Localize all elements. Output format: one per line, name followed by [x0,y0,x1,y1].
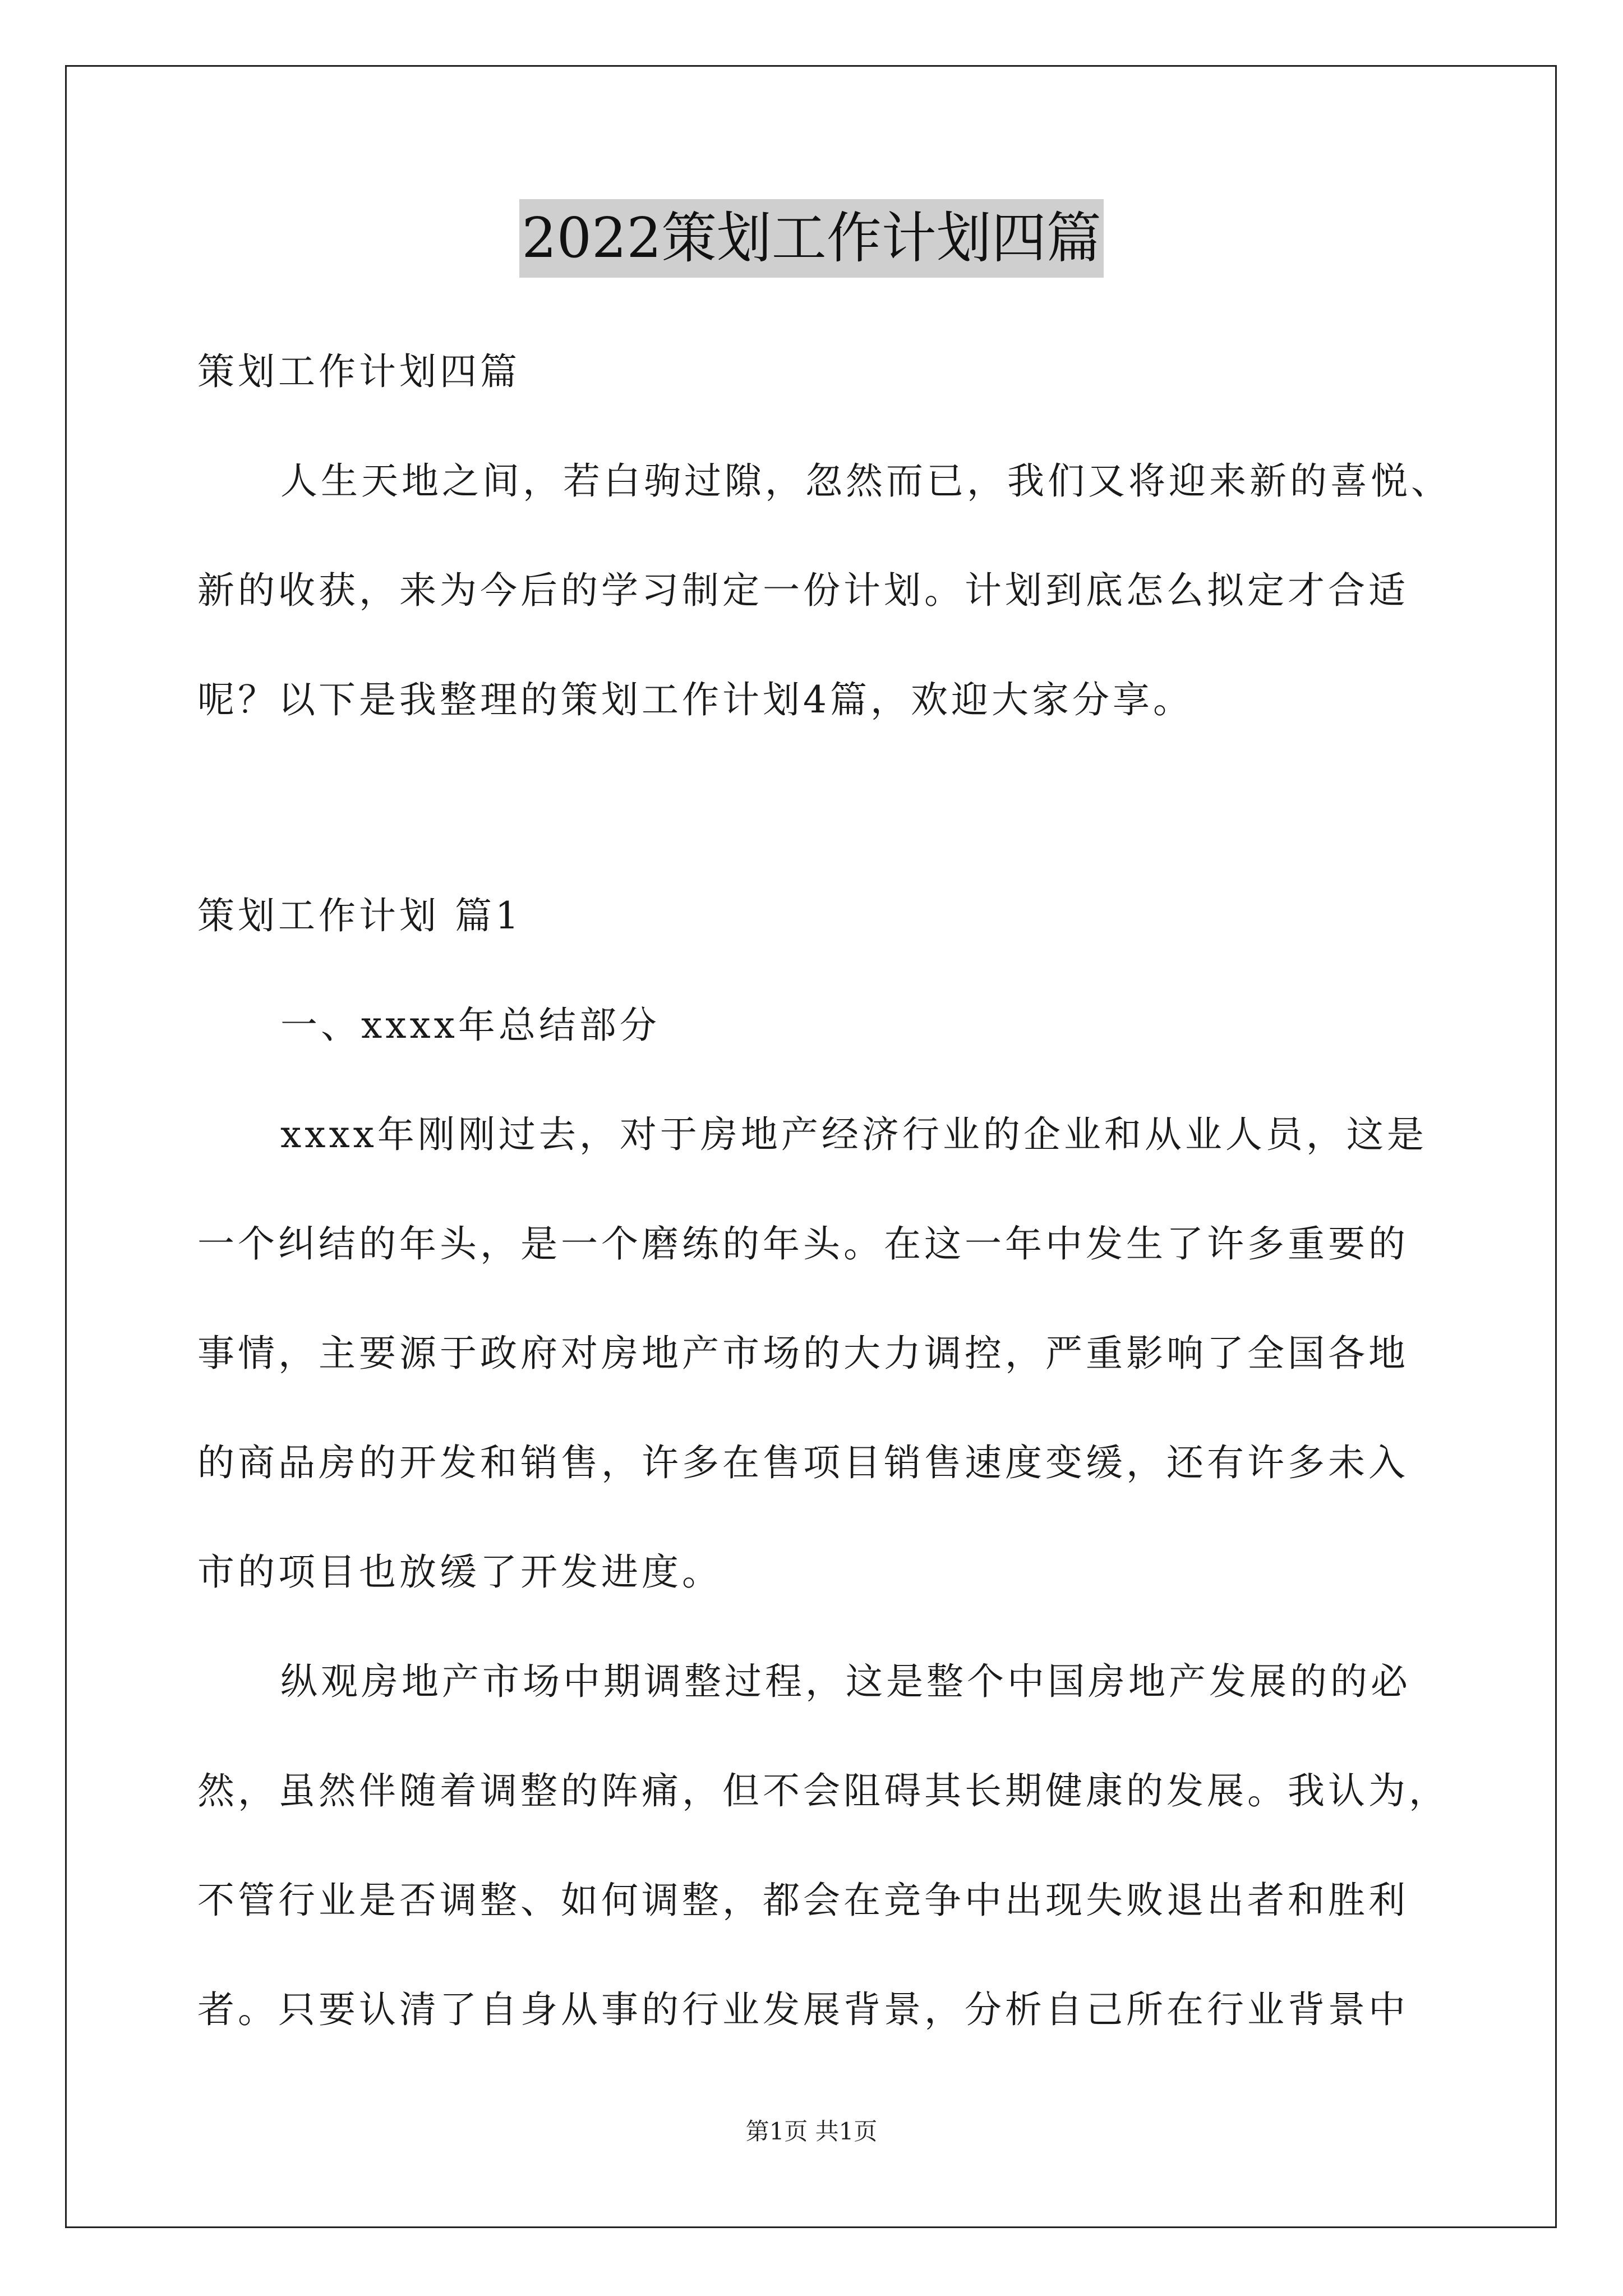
document-title [0,199,1623,278]
paragraph-line: xxxx年刚刚过去，对于房地产经济行业的企业和从业人员，这是 [280,1113,1427,1156]
paragraph-line: 新的收获，来为今后的学习制定一份计划。计划到底怎么拟定才合适 [197,569,1409,612]
paragraph-line: 然，虽然伴随着调整的阵痛，但不会阻碍其长期健康的发展。我认为， [197,1769,1449,1812]
section-heading: 策划工作计划 篇1 [197,894,522,937]
paragraph-line: 不管行业是否调整、如何调整，都会在竞争中出现失败退出者和胜利 [197,1879,1409,1922]
paragraph-line: 一个纠结的年头，是一个磨练的年头。在这一年中发生了许多重要的 [197,1222,1409,1266]
paragraph-line: 呢？以下是我整理的策划工作计划4篇，欢迎大家分享。 [197,678,1193,721]
paragraph-line: 的商品房的开发和销售，许多在售项目销售速度变缓，还有许多未入 [197,1441,1409,1484]
paragraph-line: 人生天地之间，若白驹过隙，忽然而已，我们又将迎来新的喜悦、 [280,459,1451,503]
subsection-heading: 一、xxxx年总结部分 [280,1004,660,1047]
page-footer: 第1页 共1页 [745,2118,878,2145]
paragraph-line: 者。只要认清了自身从事的行业发展背景，分析自己所在行业背景中 [197,1988,1409,2031]
document-title-text: 2022策划工作计划四篇 [519,199,1103,278]
paragraph-line: 纵观房地产市场中期调整过程，这是整个中国房地产发展的的必 [280,1660,1411,1703]
paragraph-line: 事情，主要源于政府对房地产市场的大力调控，严重影响了全国各地 [197,1332,1409,1375]
paragraph-line: 市的项目也放缓了开发进度。 [197,1550,722,1594]
subtitle: 策划工作计划四篇 [197,350,520,393]
